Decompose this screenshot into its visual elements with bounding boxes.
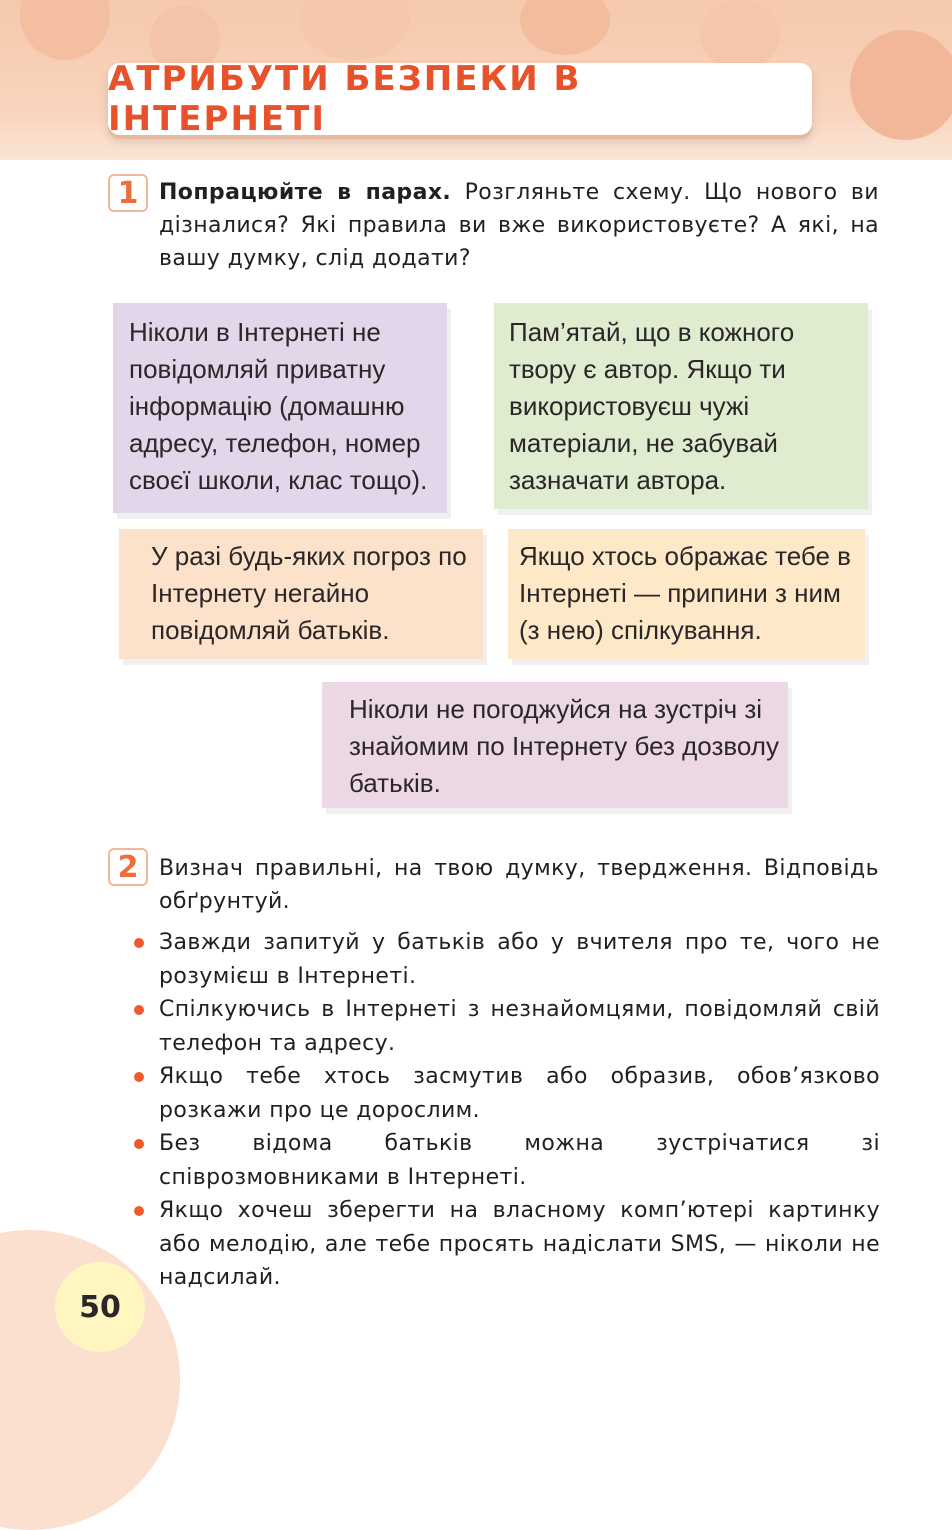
card-text: Ніколи в Інтернеті не повідомляй приватну інформацію (домашню адресу, телефон, номер своєї школи, клас тощо). [129, 317, 428, 495]
bullet-icon [134, 938, 144, 948]
list-item: Без відома батьків можна зустрічатися зі співрозмовниками в Інтернеті. [130, 1127, 880, 1194]
card-text: Якщо хтось ображає тебе в Інтернеті — припини з ним (з нею) спілкування. [519, 541, 851, 645]
card-text: У разі будь-яких погроз по Інтернету негайно повідомляй батьків. [151, 541, 467, 645]
task-number-1: 1 [108, 174, 148, 212]
bullet-icon [134, 1005, 144, 1015]
task-number-2: 2 [108, 848, 148, 886]
task-1-instructions: Розгляньте схему. Що нового ви дізналися? Які правила ви вже використовуєте? А які, на вашу думку, слід додати? [159, 180, 879, 271]
list-item: Спілкуючись в Інтернеті з незнайомцями, повідомляй свій телефон та адресу. [130, 993, 880, 1060]
page-title: АТРИБУТИ БЕЗПЕКИ В ІНТЕРНЕТІ [108, 59, 582, 139]
page-number-badge [55, 1262, 145, 1352]
title-panel [108, 59, 812, 139]
card-text: Пам’ятай, що в кожного твору є автор. Якщо ти використовуєш чужі матеріали, не забувай зазначати автора. [509, 317, 795, 495]
card-meeting [322, 682, 788, 808]
statements-list [130, 926, 880, 1295]
card-threats [119, 529, 483, 659]
bullet-icon [134, 1072, 144, 1082]
decor-bubble [850, 30, 952, 140]
card-text: Ніколи не погоджуйся на зустріч зі знайомим по Інтернету без дозволу батьків. [349, 694, 779, 798]
bullet-icon [134, 1206, 144, 1216]
decor-bubble [20, 0, 110, 60]
card-author [494, 303, 868, 509]
task-2-text: Визнач правильні, на твою думку, твердження. Відповідь обґрунтуй. [159, 856, 879, 914]
decor-bubble [300, 0, 410, 60]
card-private-info [113, 303, 447, 513]
decor-bubble [520, 0, 610, 55]
bullet-icon [134, 1139, 144, 1149]
list-item: Якщо хочеш зберегти на власному комп’ютері картинку або мелодію, але тебе просять надіслати SMS, — ніколи не надсилай. [130, 1194, 880, 1295]
card-offense [508, 529, 865, 659]
page-number: 50 [79, 1289, 121, 1325]
list-item: Якщо тебе хтось засмутив або образив, обов’язково розкажи про це дорослим. [130, 1060, 880, 1127]
task-1-bold: Попрацюйте в парах. [159, 180, 452, 205]
task-1-text [159, 176, 879, 275]
list-item: Завжди запитуй у батьків або у вчителя про те, чого не розумієш в Інтернеті. [130, 926, 880, 993]
